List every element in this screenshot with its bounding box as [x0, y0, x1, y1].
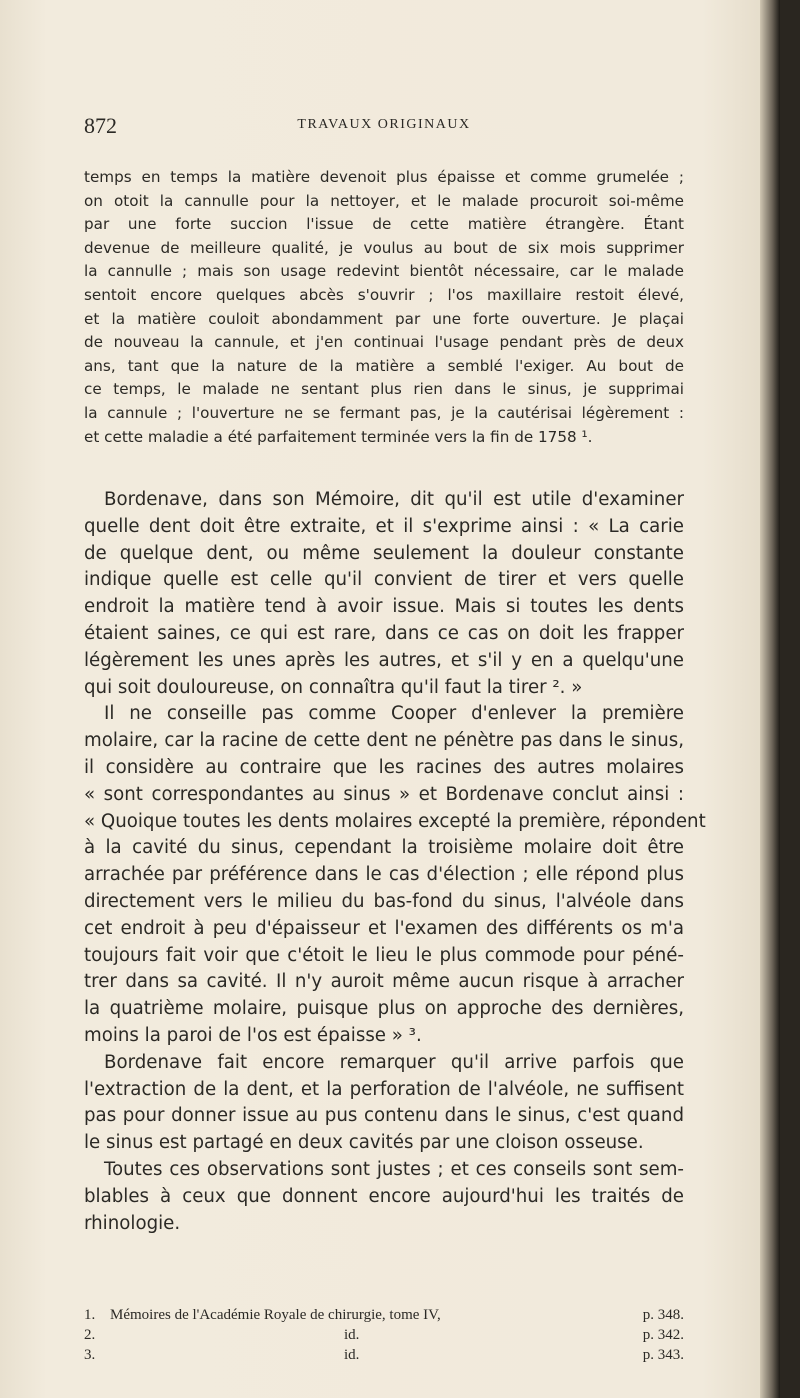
text-line: la quatrième molaire, puisque plus on approche des dernières, [84, 998, 684, 1020]
page-edge-shadow [760, 0, 780, 1398]
footnote-3 [84, 1345, 684, 1365]
text-line: indique quelle est celle qu'il convient de tirer et vers quelle [84, 569, 684, 591]
page-header [84, 113, 684, 143]
text-line: « Quoique toutes les dents molaires excepté la première, répondent [84, 810, 706, 832]
text-line: à la cavité du sinus, cependant la troisième molaire doit être [84, 837, 684, 859]
text-line: Il ne conseille pas comme Cooper d'enlever la première [104, 703, 684, 725]
text-line: trer dans sa cavité. Il n'y auroit même aucun risque à arracher [84, 971, 684, 993]
text-line: on otoit la cannulle pour la nettoyer, et le malade procuroit soi-même [84, 191, 684, 210]
text-line: et cette maladie a été parfaitement terminée vers la fin de 1758 ¹. [84, 427, 593, 446]
text-line: « sont correspondantes au sinus » et Bordenave conclut ainsi : [84, 783, 684, 805]
text-line: qui soit douloureuse, on connaîtra qu'il faut la tirer ². » [84, 676, 583, 698]
paragraph-perforation [84, 1050, 684, 1157]
footnote-number: 2. [84, 1327, 96, 1343]
footnote-number: 3. [84, 1347, 96, 1363]
text-line: le sinus est partagé en deux cavités par une cloison osseuse. [84, 1132, 644, 1154]
text-line: la cannule ; l'ouverture ne se fermant pas, je la cautérisai légèrement : [84, 403, 684, 422]
text-line: arrachée par préférence dans le cas d'élection ; elle répond plus [84, 864, 684, 886]
text-line: ans, tant que la nature de la matière a semblé l'exiger. Au bout de [84, 356, 684, 375]
text-line: toujours fait voir que c'étoit le lieu le plus commode pour péné- [84, 944, 684, 966]
text-line: quelle dent doit être extraite, et il s'exprime ainsi : « La carie [84, 515, 684, 537]
footnote-text: id. [344, 1347, 360, 1363]
paragraph-case-continuation [84, 166, 684, 449]
text-line: blables à ceux que donnent encore aujourd'hui les traités de [84, 1185, 684, 1207]
text-line: de nouveau la cannule, et j'en continuai l'usage pendant près de deux [84, 333, 684, 352]
text-line: étaient saines, ce qui est rare, dans ce cas on doit les frapper [84, 622, 684, 644]
text-line: temps en temps la matière devenoit plus épaisse et comme grumelée ; [84, 168, 684, 186]
text-line: par une forte succion l'issue de cette matière étrangère. Étant [84, 215, 684, 234]
text-line: endroit la matière tend à avoir issue. Mais si toutes les dents [84, 596, 684, 618]
footnote-page: p. 348. [642, 1307, 684, 1323]
text-line: l'extraction de la dent, et la perforation de l'alvéole, ne suffisent [84, 1078, 684, 1100]
page-number: 872 [84, 113, 117, 138]
footnote-1 [84, 1305, 684, 1325]
text-line: sentoit encore quelques abcès s'ouvrir ; l'os maxillaire restoit élevé, [84, 285, 684, 304]
paragraph-cooper-molaire [84, 701, 706, 1049]
footnote-page: p. 342. [642, 1327, 684, 1343]
footnote-text: Mémoires de l'Académie Royale de chirurgie, tome IV, [110, 1307, 441, 1323]
text-line: cet endroit à peu d'épaisseur et l'examen des différents os m'a [84, 917, 684, 939]
text-line: la cannulle ; mais son usage redevint bientôt nécessaire, car le malade [84, 262, 684, 281]
text-line: légèrement les unes après les autres, et s'il y en a quelqu'une [84, 649, 684, 671]
footnote-page: p. 343. [642, 1347, 684, 1363]
text-line: pas pour donner issue au pus contenu dans le sinus, c'est quand [84, 1105, 684, 1127]
text-line: devenue de meilleure qualité, je voulus au bout de six mois supprimer [84, 238, 684, 257]
text-line: Toutes ces observations sont justes ; et ces conseils sont sem- [104, 1158, 684, 1180]
paragraph-bordenave-memoire [84, 487, 684, 701]
text-line: molaire, car la racine de cette dent ne pénètre pas dans le sinus, [84, 730, 684, 752]
footnotes [84, 1305, 684, 1365]
text-line: rhinologie. [84, 1212, 181, 1234]
text-line: il considère au contraire que les racines des autres molaires [84, 756, 684, 778]
footnote-text: id. [344, 1327, 360, 1343]
text-line: de quelque dent, ou même seulement la douleur constante [84, 542, 684, 564]
footnote-2 [84, 1325, 684, 1345]
text-line: moins la paroi de l'os est épaisse » ³. [84, 1024, 422, 1046]
text-line: directement vers le milieu du bas-fond du sinus, l'alvéole dans [84, 890, 684, 912]
text-line: Bordenave, dans son Mémoire, dit qu'il est utile d'examiner [104, 489, 684, 510]
text-line: ce temps, le malade ne sentant plus rien dans le sinus, je supprimai [84, 380, 684, 399]
text-line: Bordenave fait encore remarquer qu'il arrive parfois que [104, 1051, 684, 1073]
footnote-number: 1. [84, 1307, 96, 1323]
paragraph-conclusion [84, 1157, 684, 1237]
main-text [84, 487, 706, 1237]
text-line: et la matière couloit abondamment par une forte ouverture. Je plaçai [84, 309, 684, 328]
running-head: TRAVAUX ORIGINAUX [297, 117, 471, 132]
